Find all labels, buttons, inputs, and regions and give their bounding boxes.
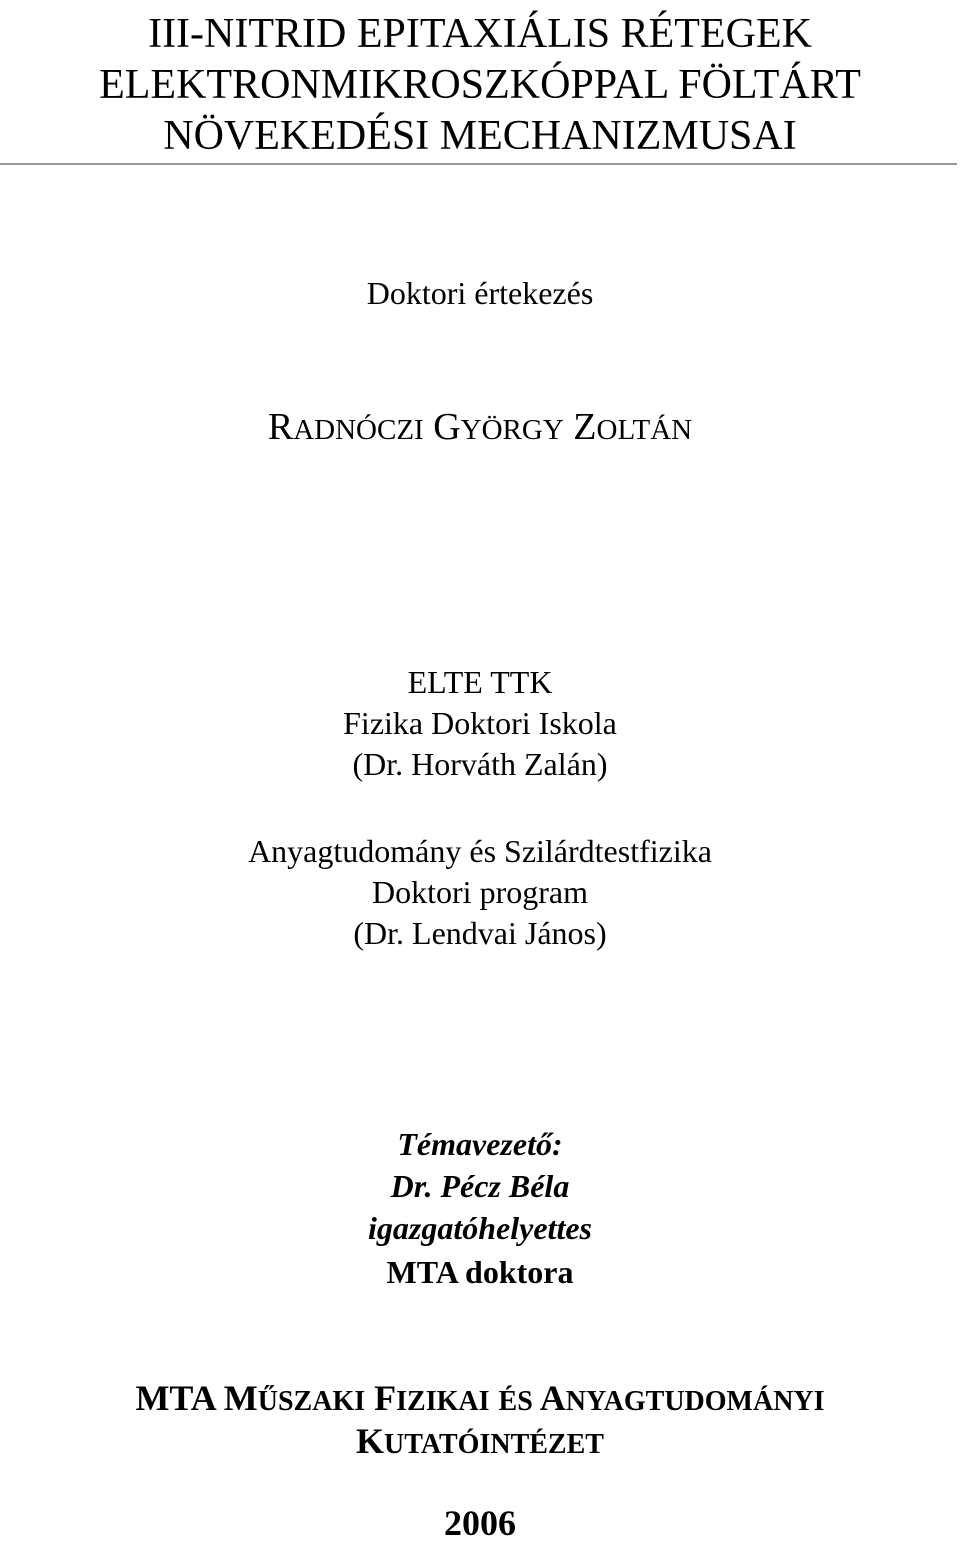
title-line-3: NÖVEKEDÉSI MECHANIZMUSAI xyxy=(163,113,797,159)
institute-line-2 xyxy=(0,1423,960,1459)
supervisor-degree: MTA doktora xyxy=(386,1254,574,1290)
program-name: Anyagtudomány és Szilárdtestfizika xyxy=(248,833,712,869)
school-faculty: ELTE TTK xyxy=(407,664,553,700)
program-type: Doktori program xyxy=(372,874,588,910)
institute-w4: ÉS xyxy=(498,1386,533,1417)
institute-line-1 xyxy=(0,1380,960,1416)
title-line-2: ELEKTRONMIKROSZKÓPPAL FÖLTÁRT xyxy=(99,62,861,108)
institute-w2-cap: M xyxy=(223,1378,258,1418)
supervisor-name: Dr. Pécz Béla xyxy=(390,1168,570,1204)
publication-year: 2006 xyxy=(444,1503,516,1543)
title-line-1: III-NITRID EPITAXIÁLIS RÉTEGEK xyxy=(148,11,812,57)
school-head: (Dr. Horváth Zalán) xyxy=(352,746,608,782)
institute-l2-rest: UTATÓINTÉZET xyxy=(384,1429,604,1460)
supervisor-label: Témavezető: xyxy=(397,1126,563,1162)
institute-w3-rest: IZIKAI xyxy=(396,1386,490,1417)
program-head: (Dr. Lendvai János) xyxy=(353,915,607,951)
institute-w5-rest: NYAGTUDOMÁNYI xyxy=(565,1386,825,1417)
supervisor-role: igazgatóhelyettes xyxy=(368,1210,592,1246)
author-name xyxy=(0,408,960,446)
title-divider xyxy=(0,163,957,165)
author-w2-cap: G xyxy=(433,406,461,448)
institute-w2-rest: ŰSZAKI xyxy=(257,1386,366,1417)
school-name: Fizika Doktori Iskola xyxy=(343,705,617,741)
institute-l2-cap: K xyxy=(356,1421,385,1461)
author-w1-cap: R xyxy=(267,406,294,448)
institute-w5-cap: A xyxy=(539,1378,566,1418)
institute-w3-cap: F xyxy=(374,1378,397,1418)
author-w3-rest: OLTÁN xyxy=(596,414,693,446)
document-type: Doktori értekezés xyxy=(366,275,594,311)
author-w1-rest: ADNÓCZI xyxy=(293,414,424,446)
author-w2-rest: YÖRGY xyxy=(460,414,564,446)
institute-w1: MTA xyxy=(135,1378,215,1418)
author-w3-cap: Z xyxy=(573,406,597,448)
